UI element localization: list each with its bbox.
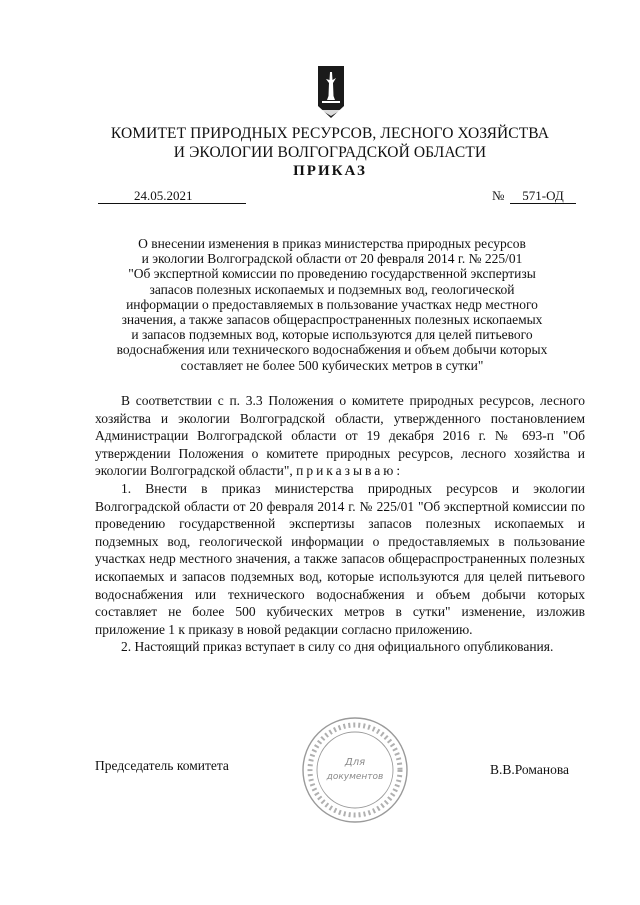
subject-line: информации о предоставляемых в пользование участках недр местного xyxy=(126,296,538,312)
subject-line: водоснабжения или технического водоснабжения и объем добычи которых xyxy=(116,342,548,358)
order-body xyxy=(95,392,585,656)
subject-line: и экологии Волгоградской области от 20 февраля 2014 г. № 225/01 xyxy=(141,251,523,267)
stamp-line-1: Для xyxy=(344,757,366,768)
order-date: 24.05.2021 xyxy=(98,188,246,204)
signatory-name: В.В.Романова xyxy=(490,762,570,777)
official-stamp xyxy=(300,715,410,825)
clause-1: 1. Внести в приказ министерства природных ресурсов и экологии Волгоградской области от 20 февраля 2014 г. № 225/01 "Об экспертной комиссии по проведению государственной экспертизы запасов полезных ископаемых и подземных вод, геологической информации о предоставляемых в пользование участках недр местного значения, а также запасов общераспространенных полезных ископаемых и запасов подземных вод, которые используются для целей питьевого водоснабжения или технического водоснабжения и объем добычи которых составляет не более 500 кубических метров в сутки" изменение, изложив приложение 1 к приказу в новой редакции согласно приложению. xyxy=(95,480,585,637)
preamble-text: В соответствии с п. 3.3 Положения о комитете природных ресурсов, лесного хозяйства и экологии Волгоградской области, утвержденного постановлением Администрации Волгоградской области от 19 декабря 2016 г. № 693-п "Об утверждении Положения о комитете природных ресурсов, лесного хозяйства и экологии Волгоградской области", xyxy=(95,393,585,479)
signatory-title: Председатель комитета xyxy=(95,758,229,773)
document-type: ПРИКАЗ xyxy=(293,163,367,179)
preamble-paragraph xyxy=(95,392,585,480)
organization-line-2: И ЭКОЛОГИИ ВОЛГОГРАДСКОЙ ОБЛАСТИ xyxy=(173,144,487,161)
clause-2: 2. Настоящий приказ вступает в силу со дня официального опубликования. xyxy=(121,639,554,655)
order-keyword: приказываю: xyxy=(296,463,404,479)
order-subject xyxy=(84,236,580,373)
stamp-line-2: документов xyxy=(326,772,384,782)
order-number-label: № xyxy=(492,188,505,203)
subject-line: О внесении изменения в приказ министерства природных ресурсов xyxy=(138,236,526,251)
subject-line: составляет не более 500 кубических метров в сутки" xyxy=(180,357,484,373)
subject-line: запасов полезных ископаемых и подземных вод, геологической xyxy=(149,281,515,297)
subject-line: и запасов подземных вод, которые используются для целей питьевого xyxy=(131,327,533,343)
organization-name xyxy=(80,124,580,162)
coat-of-arms-icon xyxy=(318,66,344,118)
subject-line: значения, а также запасов общераспространенных полезных ископаемых xyxy=(121,312,543,328)
subject-line: "Об экспертной комиссии по проведению государственной экспертизы xyxy=(128,266,536,282)
organization-line-1: КОМИТЕТ ПРИРОДНЫХ РЕСУРСОВ, ЛЕСНОГО ХОЗЯЙСТВА xyxy=(110,125,550,142)
order-number: 571-ОД xyxy=(510,188,576,204)
